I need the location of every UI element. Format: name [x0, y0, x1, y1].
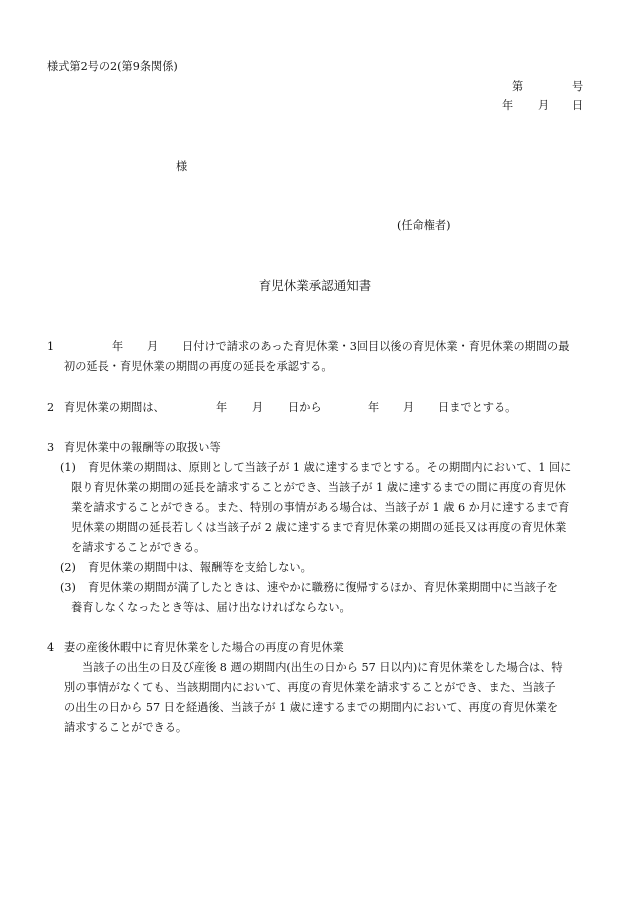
item3-sub1-label: (1): [60, 461, 76, 474]
addressee-honorific: 様: [176, 160, 188, 173]
item3-sub3-line: 養育しなくなったとき等は、届け出なければならない。: [71, 601, 351, 614]
item3-sub3-label: (3): [60, 581, 76, 594]
item2-number: 2: [47, 401, 55, 414]
item2-until: 日までとする。: [438, 401, 517, 414]
item2-end-year: 年: [368, 401, 380, 414]
item4-line: 請求することができる。: [64, 721, 188, 734]
item4-heading: 妻の産後休暇中に育児休業をした場合の再度の育児休業: [64, 641, 344, 654]
item3-sub1-line: 業を請求することができる。また、特別の事情がある場合は、当該子が 1 歳 6 か月に達するまで育: [71, 501, 570, 514]
document-title: 育児休業承認通知書: [258, 278, 372, 293]
item3-sub2-text: 育児休業の期間中は、報酬等を支給しない。: [88, 561, 312, 574]
item4-line: 当該子の出生の日及び産後 8 週の期間内(出生の日から 57 日以内)に育児休業をした場合は、特: [82, 661, 563, 674]
item1-line2: 初の延長・育児休業の期間の再度の延長を承認する。: [64, 360, 333, 373]
item3-number: 3: [47, 441, 55, 454]
date-day: 日: [572, 99, 584, 112]
item3-sub3-line: 育児休業の期間が満了したときは、速やかに職務に復帰するほか、育児休業期間中に当該子を: [88, 581, 558, 594]
item2-start-year: 年: [216, 401, 228, 414]
form-label: 様式第2号の2(第9条関係): [47, 60, 178, 73]
item3-sub1-line: 育児休業の期間は、原則として当該子が 1 歳に達するまでとする。その期間内において、1 回に: [88, 461, 572, 474]
item1-month: 月: [147, 340, 159, 353]
item1-year: 年: [112, 340, 124, 353]
item1-number: 1: [47, 340, 55, 353]
item3-sub1-line: 児休業の期間の延長若しくは当該子が 2 歳に達するまで育児休業の期間の延長又は再度の育児休業: [71, 521, 567, 534]
item3-sub1-line: 限り育児休業の期間の延長を請求することができ、当該子が 1 歳に達するまでの間に再度の育児休: [71, 481, 566, 494]
item2-lead: 育児休業の期間は、: [64, 401, 165, 414]
item3-heading: 育児休業中の報酬等の取扱い等: [64, 441, 221, 454]
item4-line: の出生の日から 57 日を経過後、当該子が 1 歳に達するまでの期間内において、再度の育児休業を: [64, 701, 559, 714]
date-year: 年: [502, 99, 514, 112]
item4-line: 別の事情がなくても、当該期間内において、再度の育児休業を請求することができ、また、当該子: [64, 681, 556, 694]
item2-start-month: 月: [252, 401, 264, 414]
number-prefix: 第: [512, 80, 524, 93]
item2-end-month: 月: [403, 401, 415, 414]
date-month: 月: [538, 99, 550, 112]
item4-number: 4: [47, 641, 55, 654]
item1-line1: 日付けで請求のあった育児休業・3回目以後の育児休業・育児休業の期間の最: [182, 340, 570, 353]
item3-sub2-label: (2): [60, 561, 76, 574]
number-suffix: 号: [572, 80, 584, 93]
appointing-authority: (任命権者): [397, 219, 451, 232]
item2-from: 日から: [288, 401, 322, 414]
item3-sub1-line: を請求することができる。: [71, 541, 206, 554]
